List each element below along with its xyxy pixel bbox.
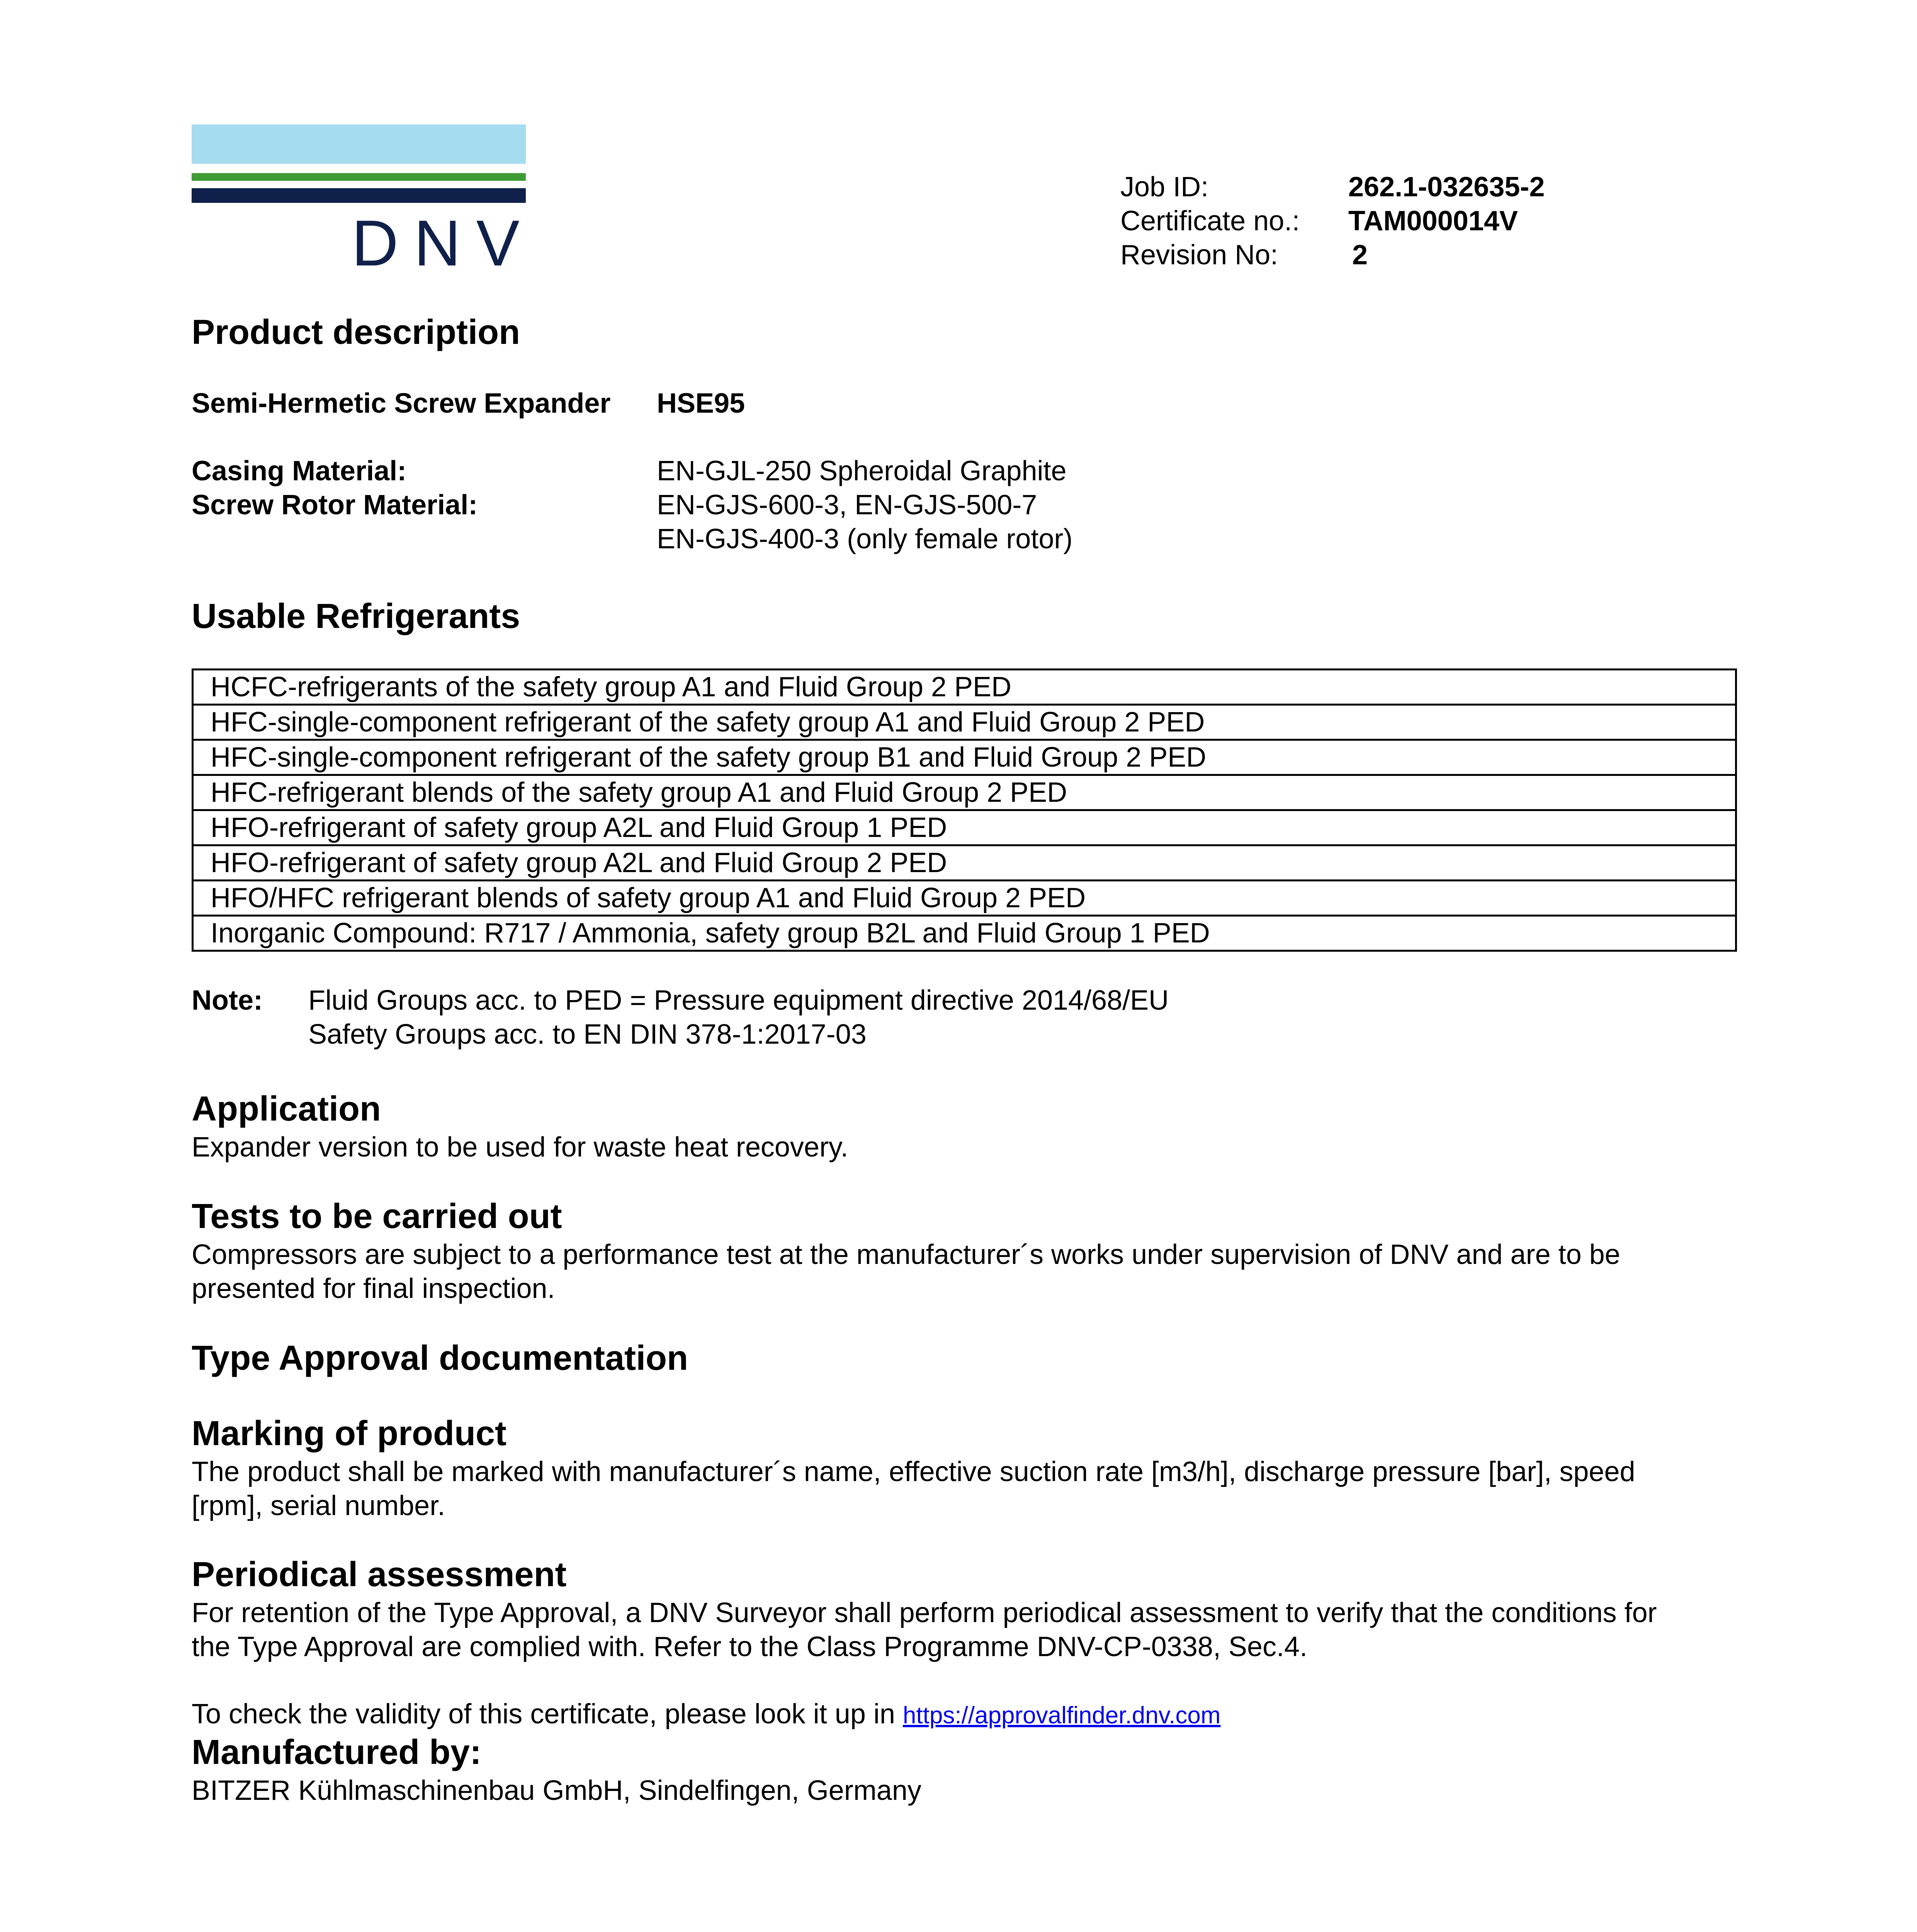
casing-material-value: EN-GJL-250 Spheroidal Graphite	[657, 456, 1067, 486]
refrigerant-cell: Inorganic Compound: R717 / Ammonia, safety group B2L and Fluid Group 1 PED	[193, 916, 1736, 951]
tests-heading: Tests to be carried out	[192, 1197, 562, 1236]
note-line-1: Fluid Groups acc. to PED = Pressure equipment directive 2014/68/EU	[308, 985, 1169, 1016]
job-id-value: 262.1-032635-2	[1348, 172, 1545, 202]
casing-material-label: Casing Material:	[192, 456, 407, 486]
rotor-material-label: Screw Rotor Material:	[192, 490, 478, 520]
certificate-value: TAM000014V	[1348, 206, 1518, 236]
manufacturer-heading: Manufactured by:	[192, 1733, 482, 1772]
usable-refrigerants-heading: Usable Refrigerants	[192, 597, 520, 636]
table-row	[193, 810, 1736, 845]
table-row	[193, 775, 1736, 810]
marking-heading: Marking of product	[192, 1414, 506, 1453]
refrigerant-cell: HFC-single-component refrigerant of the safety group A1 and Fluid Group 2 PED	[193, 705, 1736, 740]
application-heading: Application	[192, 1090, 381, 1128]
dnv-logo-text: DNV	[352, 207, 535, 279]
revision-label: Revision No:	[1120, 240, 1278, 270]
rotor-material-value-1: EN-GJS-600-3, EN-GJS-500-7	[657, 490, 1037, 520]
note-label: Note:	[192, 985, 263, 1016]
manufacturer-text: BITZER Kühlmaschinenbau GmbH, Sindelfingen, Germany	[192, 1775, 921, 1806]
refrigerant-cell: HFC-single-component refrigerant of the safety group B1 and Fluid Group 2 PED	[193, 740, 1736, 775]
job-id-label: Job ID:	[1120, 172, 1209, 202]
product-type-value: HSE95	[657, 388, 745, 419]
revision-value: 2	[1352, 240, 1368, 270]
rotor-material-value-2: EN-GJS-400-3 (only female rotor)	[657, 524, 1073, 554]
table-row	[193, 845, 1736, 881]
periodical-line-2: the Type Approval are complied with. Refer to the Class Programme DNV-CP-0338, Sec.4.	[192, 1631, 1308, 1662]
tests-line-2: presented for final inspection.	[192, 1273, 555, 1304]
product-type-label: Semi-Hermetic Screw Expander	[192, 388, 611, 419]
note-line-2: Safety Groups acc. to EN DIN 378-1:2017-03	[308, 1019, 867, 1050]
periodical-line-1: For retention of the Type Approval, a DNV Surveyor shall perform periodical assessment to verify that the conditions for	[192, 1597, 1657, 1628]
application-text: Expander version to be used for waste heat recovery.	[192, 1132, 848, 1163]
table-row	[193, 670, 1736, 705]
logo-bar-green	[192, 173, 526, 181]
approval-finder-link[interactable]: https://approvalfinder.dnv.com	[902, 1702, 1221, 1729]
validity-line	[192, 1697, 1220, 1733]
tests-line-1: Compressors are subject to a performance test at the manufacturer´s works under supervision of DNV and are to be	[192, 1239, 1620, 1270]
refrigerant-cell: HFO-refrigerant of safety group A2L and Fluid Group 1 PED	[193, 810, 1736, 845]
refrigerant-cell: HFC-refrigerant blends of the safety group A1 and Fluid Group 2 PED	[193, 775, 1736, 810]
documentation-heading: Type Approval documentation	[192, 1339, 688, 1378]
table-row	[193, 881, 1736, 916]
refrigerant-cell: HFO-refrigerant of safety group A2L and Fluid Group 2 PED	[193, 845, 1736, 881]
refrigerant-cell: HCFC-refrigerants of the safety group A1 and Fluid Group 2 PED	[193, 670, 1736, 705]
logo-bar-light-blue	[192, 124, 526, 164]
product-description-heading: Product description	[192, 313, 520, 352]
marking-line-1: The product shall be marked with manufacturer´s name, effective suction rate [m3/h], discharge pressure [bar], speed	[192, 1456, 1635, 1487]
logo-bar-navy	[192, 188, 526, 203]
refrigerant-cell: HFO/HFC refrigerant blends of safety group A1 and Fluid Group 2 PED	[193, 881, 1736, 916]
refrigerants-table	[192, 668, 1737, 952]
validity-text: To check the validity of this certificate, please look it up in	[192, 1699, 903, 1730]
marking-line-2: [rpm], serial number.	[192, 1490, 445, 1521]
table-row	[193, 916, 1736, 951]
periodical-heading: Periodical assessment	[192, 1555, 567, 1594]
table-row	[193, 740, 1736, 775]
certificate-label: Certificate no.:	[1120, 206, 1300, 236]
table-row	[193, 705, 1736, 740]
